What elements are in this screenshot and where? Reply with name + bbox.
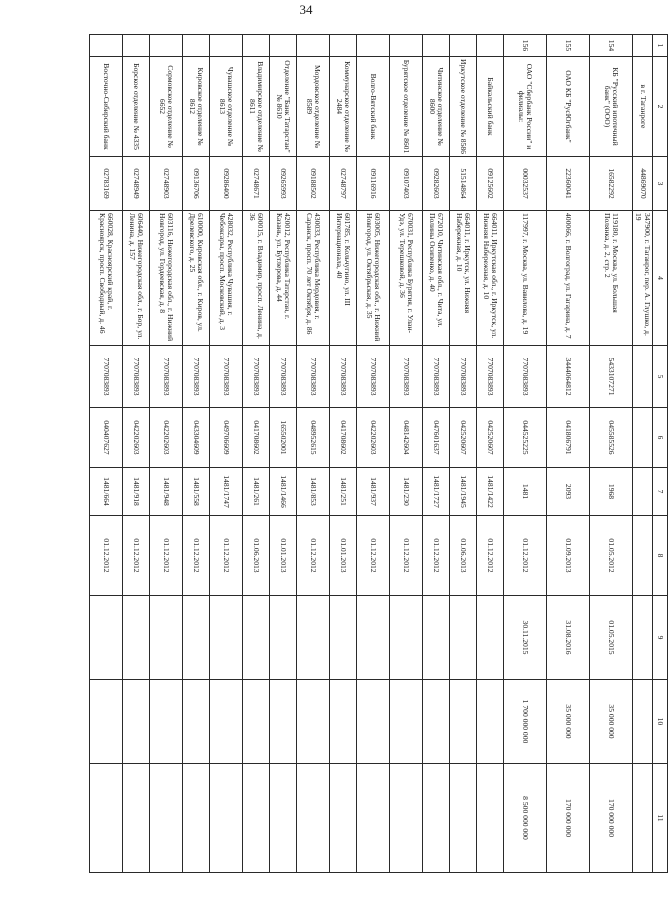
cell-amount-total: [423, 764, 450, 873]
cell-bank-address: 603005, Нижегородская обл., г. Нижний Новгород, ул. Октябрьская, д. 35: [357, 211, 390, 346]
cell-amount-total: [390, 764, 423, 873]
col-header-10: 10: [653, 680, 668, 764]
cell-end-date: [477, 596, 504, 680]
cell-bank-name: Коммунарское отделение № 2484: [330, 57, 357, 157]
cell-bank-name: Читинское отделение № 8600: [423, 57, 450, 157]
table-row: [123, 35, 150, 873]
cell-kpp-number: 045585526: [590, 408, 633, 468]
cell-amount-limit: 1 700 000 000: [504, 680, 547, 764]
cell-row-number: [243, 35, 270, 57]
cell-row-number: [270, 35, 297, 57]
cell-row-number: [210, 35, 243, 57]
cell-end-date: [423, 596, 450, 680]
cell-bank-code: 02783169: [90, 157, 123, 211]
cell-amount-total: 8 500 000 000: [504, 764, 547, 873]
cell-bank-address: 420012, Республика Татарстан, г. Казань, ул. Бутлерова, д. 44: [270, 211, 297, 346]
cell-bank-code: 22360041: [547, 157, 590, 211]
cell-end-date: [150, 596, 183, 680]
table-row: [633, 35, 653, 873]
table-row: [390, 35, 423, 873]
cell-row-number: [357, 35, 390, 57]
cell-amount-total: [477, 764, 504, 873]
table-row: [547, 35, 590, 873]
cell-bank-address: 660028, Красноярский край, г. Красноярск, просп. Свободный, д. 46: [90, 211, 123, 346]
table-row: [423, 35, 450, 873]
cell-bank-code: 02748797: [330, 157, 357, 211]
cell-row-number: [477, 35, 504, 57]
cell-amount-limit: [270, 680, 297, 764]
cell-amount-total: [633, 764, 653, 873]
table-row: [504, 35, 547, 873]
cell-amount-limit: [633, 680, 653, 764]
cell-bank-name: Сормовское отделение № 6652: [150, 57, 183, 157]
cell-start-date: 01.06.2013: [450, 516, 477, 596]
page-number: 34: [299, 2, 313, 17]
cell-start-date: 01.12.2012: [357, 516, 390, 596]
cell-start-date: 01.12.2012: [390, 516, 423, 596]
cell-bank-code: 44869070: [633, 157, 653, 211]
cell-amount-limit: [330, 680, 357, 764]
cell-bank-address: 119180, г. Москва, ул. Большая Полянка, д. 2, стр. 2: [590, 211, 633, 346]
cell-bank-address: 610000, Кировская обл., г. Киров, ул. Дрелевского, д. 25: [183, 211, 210, 346]
cell-amount-limit: [357, 680, 390, 764]
cell-kpp-number: 047601637: [423, 408, 450, 468]
cell-bank-name: Борское отделение № 4335: [123, 57, 150, 157]
cell-row-number: [150, 35, 183, 57]
cell-kpp-number: 044525225: [504, 408, 547, 468]
cell-amount-total: [270, 764, 297, 873]
table-row: [270, 35, 297, 873]
cell-bank-code: 09286400: [210, 157, 243, 211]
cell-kpp-number: 041806791: [547, 408, 590, 468]
cell-start-date: 01.09.2013: [547, 516, 590, 596]
cell-amount-limit: [150, 680, 183, 764]
cell-amount-total: 170 000 000: [590, 764, 633, 873]
table-row: [477, 35, 504, 873]
cell-kpp-number: 040407627: [90, 408, 123, 468]
cell-kpp-number: 165502001: [270, 408, 297, 468]
cell-amount-total: [357, 764, 390, 873]
cell-inn-number: 7707083893: [243, 346, 270, 408]
cell-reg-number: 1481/1422: [477, 468, 504, 516]
cell-start-date: 01.12.2012: [90, 516, 123, 596]
cell-amount-limit: [90, 680, 123, 764]
cell-kpp-number: 049706609: [210, 408, 243, 468]
cell-start-date: 01.06.2013: [243, 516, 270, 596]
cell-amount-total: [297, 764, 330, 873]
cell-reg-number: 1968: [590, 468, 633, 516]
cell-reg-number: 1481/1727: [423, 468, 450, 516]
cell-reg-number: 1481/1466: [270, 468, 297, 516]
cell-end-date: [210, 596, 243, 680]
table-row: [183, 35, 210, 873]
cell-bank-code: 09107403: [390, 157, 423, 211]
col-header-3: 3: [653, 157, 668, 211]
cell-end-date: [297, 596, 330, 680]
cell-bank-address: 347900, г. Таганрог, пер. А. Глушко, д. 19: [633, 211, 653, 346]
cell-end-date: [183, 596, 210, 680]
cell-row-number: 156: [504, 35, 547, 57]
cell-amount-limit: [243, 680, 270, 764]
cell-bank-address: 600015, г. Владимир, просп. Ленина, д. 36: [243, 211, 270, 346]
cell-end-date: [243, 596, 270, 680]
cell-amount-limit: [423, 680, 450, 764]
cell-kpp-number: 042520607: [477, 408, 504, 468]
cell-start-date: 01.12.2012: [210, 516, 243, 596]
cell-start-date: 01.12.2012: [297, 516, 330, 596]
cell-row-number: [633, 35, 653, 57]
cell-reg-number: 1481/853: [297, 468, 330, 516]
cell-bank-name: Иркутское отделение № 8586: [450, 57, 477, 157]
cell-reg-number: 1481/1747: [210, 468, 243, 516]
cell-bank-code: 09282603: [423, 157, 450, 211]
cell-inn-number: 7707083893: [504, 346, 547, 408]
table-row: [90, 35, 123, 873]
cell-row-number: [330, 35, 357, 57]
cell-kpp-number: 043304609: [183, 408, 210, 468]
cell-amount-total: [183, 764, 210, 873]
table-row: [210, 35, 243, 873]
cell-start-date: 01.12.2012: [504, 516, 547, 596]
cell-bank-code: 16582292: [590, 157, 633, 211]
cell-amount-limit: [297, 680, 330, 764]
cell-bank-name: Мордовское отделение № 8589: [297, 57, 330, 157]
cell-kpp-number: 048952615: [297, 408, 330, 468]
cell-bank-name: Кировское отделение № 8612: [183, 57, 210, 157]
table-row: [357, 35, 390, 873]
cell-kpp-number: 041708602: [330, 408, 357, 468]
table-row: [243, 35, 270, 873]
cell-amount-total: [90, 764, 123, 873]
col-header-6: 6: [653, 408, 668, 468]
cell-bank-code: 09116916: [357, 157, 390, 211]
cell-bank-address: 428032, Республика Чувашия, г. Чебоксары, просп. Московский, д. 3: [210, 211, 243, 346]
cell-end-date: 30.11.2015: [504, 596, 547, 680]
cell-inn-number: 5433107271: [590, 346, 633, 408]
cell-bank-name: КБ "Русский ипотечный банк" (ООО): [590, 57, 633, 157]
cell-amount-total: [150, 764, 183, 873]
cell-amount-limit: 35 000 000: [590, 680, 633, 764]
cell-bank-name: ОАО КБ "РусЮгбанк": [547, 57, 590, 157]
cell-reg-number: 1481/558: [183, 468, 210, 516]
cell-inn-number: 7707083893: [183, 346, 210, 408]
table-row: [150, 35, 183, 873]
cell-bank-code: 09125602: [477, 157, 504, 211]
cell-bank-address: 430033, Республика Мордовия, г. Саранск, просп. 70 лет Октября, д. 86: [297, 211, 330, 346]
cell-row-number: [297, 35, 330, 57]
cell-inn-number: 7707083893: [297, 346, 330, 408]
cell-bank-name: в г. Таганроге: [633, 57, 653, 157]
cell-inn-number: 7707083893: [423, 346, 450, 408]
cell-amount-limit: [210, 680, 243, 764]
cell-end-date: 01.05.2015: [590, 596, 633, 680]
cell-bank-address: 670031, Республика Бурятия, г. Улан-Удэ, ул. Терешковой, д. 36: [390, 211, 423, 346]
cell-amount-total: [210, 764, 243, 873]
cell-amount-limit: [450, 680, 477, 764]
cell-row-number: [90, 35, 123, 57]
cell-reg-number: 1481/937: [357, 468, 390, 516]
table-row: [297, 35, 330, 873]
cell-start-date: 01.12.2012: [183, 516, 210, 596]
col-header-5: 5: [653, 346, 668, 408]
cell-start-date: 01.12.2012: [423, 516, 450, 596]
cell-inn-number: 7707083893: [123, 346, 150, 408]
cell-bank-code: 00032537: [504, 157, 547, 211]
cell-bank-name: Байкальский банк: [477, 57, 504, 157]
cell-amount-limit: [123, 680, 150, 764]
cell-inn-number: 7707083893: [330, 346, 357, 408]
cell-bank-name: ОАО "Сбербанк России" и филиалы:: [504, 57, 547, 157]
cell-kpp-number: 042202603: [357, 408, 390, 468]
cell-inn-number: 7707083893: [270, 346, 297, 408]
cell-amount-limit: 35 000 000: [547, 680, 590, 764]
cell-end-date: [390, 596, 423, 680]
cell-bank-name: Владимирское отделение № 8611: [243, 57, 270, 157]
cell-reg-number: 1481/948: [150, 468, 183, 516]
cell-amount-limit: [183, 680, 210, 764]
cell-end-date: [270, 596, 297, 680]
cell-start-date: 01.05.2012: [590, 516, 633, 596]
cell-reg-number: 1481/664: [90, 468, 123, 516]
cell-bank-address: 606440, Нижегородская обл., г. Бор, ул. Ленина, д. 157: [123, 211, 150, 346]
cell-inn-number: 7707083893: [390, 346, 423, 408]
cell-bank-address: 603116, Нижегородская обл., г. Нижний Новгород, ул. Гордеевская, д. 8: [150, 211, 183, 346]
cell-start-date: 01.12.2012: [477, 516, 504, 596]
cell-inn-number: 7707083893: [90, 346, 123, 408]
bank-registry-table: [89, 34, 668, 873]
table-body: [90, 35, 653, 873]
cell-bank-code: 09136706: [183, 157, 210, 211]
cell-bank-address: 664011, Иркутская обл., г. Иркутск, ул. Нижняя Набережная, д. 10: [477, 211, 504, 346]
cell-reg-number: 1481: [504, 468, 547, 516]
cell-kpp-number: 042202603: [123, 408, 150, 468]
cell-start-date: 01.12.2012: [150, 516, 183, 596]
cell-reg-number: 2093: [547, 468, 590, 516]
cell-inn-number: 3444064812: [547, 346, 590, 408]
col-header-4: 4: [653, 211, 668, 346]
cell-inn-number: 7707083893: [477, 346, 504, 408]
cell-bank-code: 02748949: [123, 157, 150, 211]
cell-reg-number: 1481/230: [390, 468, 423, 516]
cell-bank-address: 601785, г. Кольчугино, ул. III Интернационала, 40: [330, 211, 357, 346]
cell-kpp-number: 042520607: [450, 408, 477, 468]
col-header-7: 7: [653, 468, 668, 516]
cell-inn-number: 7707083893: [150, 346, 183, 408]
cell-reg-number: 1481/261: [243, 468, 270, 516]
cell-row-number: 155: [547, 35, 590, 57]
cell-start-date: 01.01.2013: [330, 516, 357, 596]
table-row: [450, 35, 477, 873]
cell-inn-number: 7707083893: [357, 346, 390, 408]
cell-kpp-number: 048142604: [390, 408, 423, 468]
cell-bank-name: Бурятское отделение № 8601: [390, 57, 423, 157]
cell-bank-code: 09188502: [297, 157, 330, 211]
cell-row-number: [183, 35, 210, 57]
cell-bank-name: Волго-Вятский банк: [357, 57, 390, 157]
col-header-2: 2: [653, 57, 668, 157]
rotated-table-wrapper: [89, 34, 668, 874]
cell-bank-name: Отделение "Банк Татарстан" № 8610: [270, 57, 297, 157]
cell-row-number: [423, 35, 450, 57]
cell-amount-total: 170 000 000: [547, 764, 590, 873]
cell-end-date: [123, 596, 150, 680]
col-header-1: 1: [653, 35, 668, 57]
cell-end-date: [90, 596, 123, 680]
table-row: [590, 35, 633, 873]
cell-bank-code: 51514864: [450, 157, 477, 211]
cell-end-date: [357, 596, 390, 680]
cell-reg-number: [633, 468, 653, 516]
cell-row-number: [450, 35, 477, 57]
table-row: [330, 35, 357, 873]
cell-amount-total: [330, 764, 357, 873]
cell-kpp-number: 041708602: [243, 408, 270, 468]
cell-start-date: 01.12.2012: [123, 516, 150, 596]
cell-end-date: [450, 596, 477, 680]
cell-bank-name: Чувашское отделение № 8613: [210, 57, 243, 157]
cell-reg-number: 1481/918: [123, 468, 150, 516]
cell-inn-number: 7707083893: [210, 346, 243, 408]
cell-end-date: [330, 596, 357, 680]
cell-amount-limit: [390, 680, 423, 764]
col-header-8: 8: [653, 516, 668, 596]
cell-kpp-number: 042202603: [150, 408, 183, 468]
cell-reg-number: 1481/251: [330, 468, 357, 516]
cell-amount-total: [450, 764, 477, 873]
cell-bank-code: 02748671: [243, 157, 270, 211]
cell-start-date: 01.01.2013: [270, 516, 297, 596]
cell-row-number: 154: [590, 35, 633, 57]
cell-bank-code: 02748903: [150, 157, 183, 211]
header-row: [653, 35, 668, 873]
cell-amount-limit: [477, 680, 504, 764]
cell-bank-name: Восточно-Сибирский банк: [90, 57, 123, 157]
cell-row-number: [390, 35, 423, 57]
cell-bank-address: 117997, г. Москва, ул. Вавилова, д. 19: [504, 211, 547, 346]
col-header-11: 11: [653, 764, 668, 873]
cell-kpp-number: [633, 408, 653, 468]
cell-amount-total: [243, 764, 270, 873]
cell-row-number: [123, 35, 150, 57]
cell-bank-address: 400066, г. Волгоград, ул. Гагарина, д. 7: [547, 211, 590, 346]
cell-amount-total: [123, 764, 150, 873]
cell-bank-address: 672010, Читинская обл., г. Чита, ул. Полины Осипенко, д. 40: [423, 211, 450, 346]
cell-start-date: [633, 516, 653, 596]
cell-inn-number: [633, 346, 653, 408]
cell-bank-address: 664011, г. Иркутск, ул. Нижняя Набережная, д. 10: [450, 211, 477, 346]
cell-reg-number: 1481/1945: [450, 468, 477, 516]
cell-bank-code: 09265993: [270, 157, 297, 211]
cell-inn-number: 7707083893: [450, 346, 477, 408]
cell-end-date: [633, 596, 653, 680]
col-header-9: 9: [653, 596, 668, 680]
cell-end-date: 31.08.2016: [547, 596, 590, 680]
